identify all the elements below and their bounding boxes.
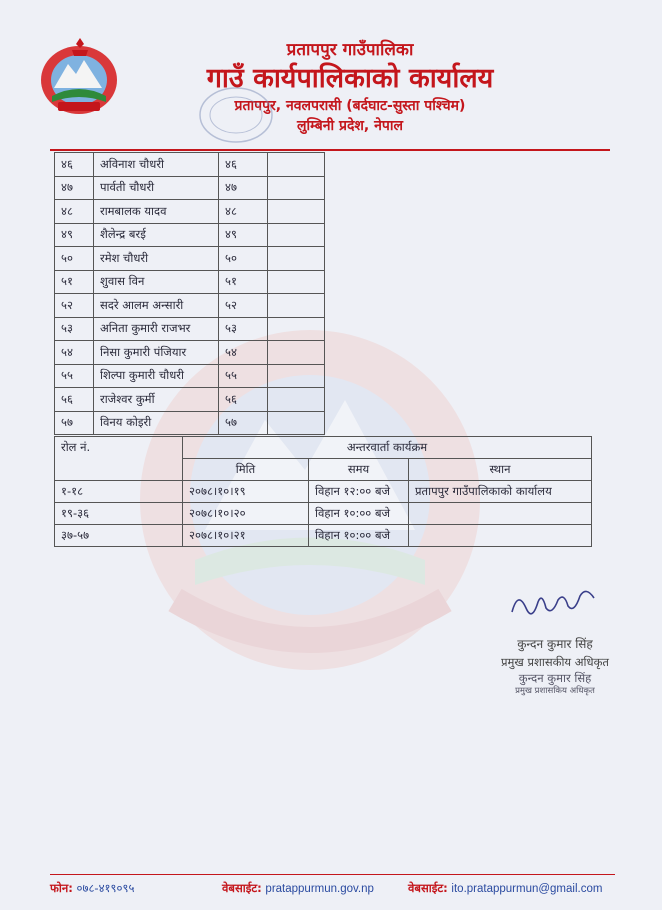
candidate-serial: ५६ [55,388,94,412]
candidate-row [55,364,325,388]
signer-block [470,635,640,697]
candidate-name: रामबालक यादव [94,200,219,224]
candidate-serial: ५३ [55,317,94,341]
office-stamp [196,84,276,146]
schedule-date: २०७८।१०।१९ [183,481,309,503]
candidate-row [55,294,325,318]
schedule-roll: १-१८ [55,481,183,503]
candidate-name: रमेश चौधरी [94,247,219,271]
candidate-name: शिल्पा कुमारी चौधरी [94,364,219,388]
candidate-name: निसा कुमारी पंजियार [94,341,219,365]
candidate-blank [268,223,325,247]
candidate-row [55,153,325,177]
phone-label: फोन: [50,881,73,895]
candidate-row [55,247,325,271]
signer-title: प्रमुख प्रशासकीय अधिकृत [501,655,609,669]
candidate-row [55,270,325,294]
schedule-date: २०७८।१०।२१ [183,525,309,547]
candidate-name: शुवास विन [94,270,219,294]
handwritten-signature [508,582,598,624]
candidate-serial: ४६ [55,153,94,177]
schedule-row [55,481,592,503]
candidate-table [54,152,325,435]
signer-name: कुन्दन कुमार सिंह [517,637,593,651]
footer-email [408,881,602,896]
schedule-time: विहान १०:०० बजे [309,503,409,525]
website-link[interactable]: pratappurmun.gov.np [265,883,374,895]
schedule-place [409,525,592,547]
candidate-name: सदरे आलम अन्सारी [94,294,219,318]
candidate-blank [268,176,325,200]
candidate-serial: ५४ [55,341,94,365]
candidate-row [55,388,325,412]
candidate-name: राजेश्वर कुर्मी [94,388,219,412]
candidate-blank [268,317,325,341]
header-divider [50,149,610,151]
email-link[interactable]: ito.pratappurmun@gmail.com [451,883,603,895]
schedule-place: प्रतापपुर गाउँपालिकाको कार्यालय [409,481,592,503]
candidate-roll: ४६ [219,153,268,177]
schedule-row [55,525,592,547]
email-label: वेबसाईट: [408,881,448,895]
candidate-blank [268,411,325,435]
schedule-place [409,503,592,525]
candidate-row [55,223,325,247]
candidate-serial: ५० [55,247,94,271]
footer-phone [50,881,134,896]
stamp-signer-title: प्रमुख प्रशासकिय अधिकृत [515,686,595,696]
candidate-row [55,317,325,341]
schedule-time: विहान १०:०० बजे [309,525,409,547]
candidate-blank [268,388,325,412]
date-header: मिति [183,459,309,481]
roll-number-header: रोल नं. [55,437,183,481]
candidate-name: विनय कोइरी [94,411,219,435]
candidate-blank [268,341,325,365]
candidate-blank [268,247,325,271]
candidate-name: शैलेन्द्र बरई [94,223,219,247]
candidate-blank [268,294,325,318]
candidate-blank [268,200,325,224]
schedule-date: २०७८।१०।२० [183,503,309,525]
candidate-row [55,176,325,200]
candidate-roll: ५१ [219,270,268,294]
schedule-time: विहान १२:०० बजे [309,481,409,503]
interview-schedule-table [54,436,592,547]
municipality-name: प्रतापपुर गाउँपालिका [286,40,414,60]
footer-website [222,881,374,896]
candidate-row [55,200,325,224]
stamp-signer-name: कुन्दन कुमार सिंह [518,671,592,685]
office-address: प्रतापपुर, नवलपरासी (बर्दघाट-सुस्ता पश्चिम) [234,98,466,114]
schedule-roll: ३७-५७ [55,525,183,547]
candidate-roll: ५५ [219,364,268,388]
candidate-roll: ५० [219,247,268,271]
candidate-blank [268,153,325,177]
candidate-roll: ५२ [219,294,268,318]
candidate-roll: ४७ [219,176,268,200]
phone-number: ०७८-४१९०९५ [76,881,135,895]
candidate-roll: ४९ [219,223,268,247]
schedule-roll: १९-३६ [55,503,183,525]
website-label: वेबसाईट: [222,881,262,895]
candidate-serial: ५२ [55,294,94,318]
place-header: स्थान [409,459,592,481]
candidate-name: पार्वती चौधरी [94,176,219,200]
nepal-emblem-logo [38,38,120,116]
candidate-serial: ५५ [55,364,94,388]
candidate-serial: ४९ [55,223,94,247]
time-header: समय [309,459,409,481]
candidate-row [55,411,325,435]
schedule-row [55,503,592,525]
interview-program-header: अन्तरवार्ता कार्यक्रम [183,437,592,459]
footer-divider [50,874,615,875]
candidate-roll: ५४ [219,341,268,365]
candidate-serial: ५७ [55,411,94,435]
candidate-row [55,341,325,365]
candidate-blank [268,364,325,388]
candidate-roll: ५६ [219,388,268,412]
candidate-blank [268,270,325,294]
candidate-name: अविनाश चौधरी [94,153,219,177]
candidate-roll: ५७ [219,411,268,435]
province-country: लुम्बिनी प्रदेश, नेपाल [297,118,403,134]
candidate-serial: ४७ [55,176,94,200]
candidate-serial: ४८ [55,200,94,224]
candidate-roll: ४८ [219,200,268,224]
candidate-serial: ५१ [55,270,94,294]
candidate-roll: ५३ [219,317,268,341]
candidate-name: अनिता कुमारी राजभर [94,317,219,341]
office-name: गाउँ कार्यपालिकाको कार्यालय [206,63,494,94]
